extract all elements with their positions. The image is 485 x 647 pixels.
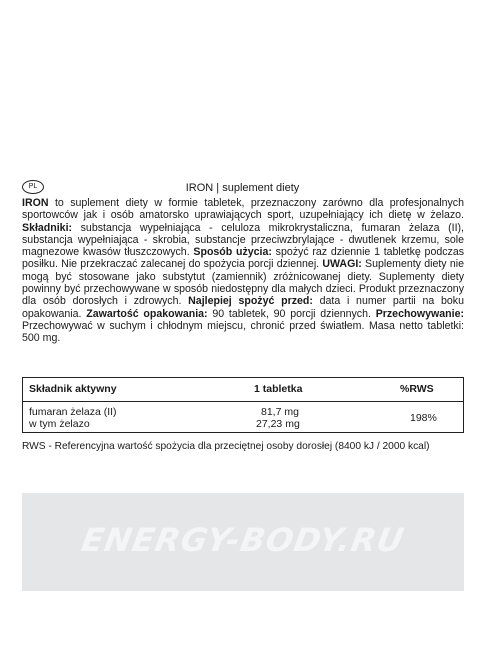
watermark-banner <box>22 493 464 591</box>
storage-label: Przechowywanie: <box>375 307 464 320</box>
best-before-label: Najlepiej spożyć przed: <box>188 295 313 308</box>
header-active-ingredient: Składnik aktywny <box>29 383 117 395</box>
content-label: Zawartość opakowania: <box>86 307 208 320</box>
notes-text: Suplementy diety nie mogą być stosowane jako substytut (zamiennik) zróżnicowanej diety. Suplementy diety powinny być przechowywane w sposób niedostępny dla małych dzieci. Produkt przeznaczony dla osób dorosłych i zdrowych. <box>22 258 464 308</box>
table-header-row <box>23 378 463 402</box>
nutrition-table <box>22 377 464 433</box>
usage-label: Sposób użycia: <box>193 246 272 259</box>
ingredients-label: Składniki: <box>22 221 73 234</box>
header-rws: %RWS <box>400 383 434 395</box>
rws-value: 198% <box>410 412 437 424</box>
product-header: IRON | suplement diety <box>185 182 300 194</box>
table-row-amount: 27,23 mg <box>256 418 300 430</box>
brand-name: IRON <box>22 197 49 209</box>
notes-label: UWAGI: <box>322 258 362 271</box>
table-row-amount: 81,7 mg <box>261 406 299 418</box>
table-row-name: w tym żelazo <box>29 418 90 430</box>
usage-text: spożyć raz dziennie 1 tabletkę podczas posiłku. Nie przekraczać zalecanej do spożycia porcji dziennej. <box>22 246 465 271</box>
content-text: 90 tabletek, 90 porcji dziennych. <box>207 307 376 320</box>
storage-text: Przechowywać w suchym i chłodnym miejscu, chronić przed światłem. Masa netto tabletki: 500 mg. <box>22 319 464 345</box>
watermark-text: ENERGY-BODY.RU <box>78 521 408 559</box>
rws-footnote: RWS - Referencyjna wartość spożycia dla przeciętnej osoby dorosłej (8400 kJ / 2000 kcal) <box>22 441 430 452</box>
product-description <box>22 197 464 345</box>
ingredients-text: substancja wypełniająca - celuloza mikrokrystaliczna, fumaran żelaza (II), substancja wypełniająca - skrobia, substancje przeciwzbrylające - dwutlenek krzemu, sole magnezowe kwasów tłuszczowych. <box>22 221 464 259</box>
language-badge: PL <box>22 180 44 194</box>
intro-text: to suplement diety w formie tabletek, przeznaczony zarówno dla profesjonalnych sportowców jak i osób amatorsko uprawiających sport, uzupełniający ich dietę w żelazo. <box>22 197 464 222</box>
table-row-name: fumaran żelaza (II) <box>29 406 117 418</box>
header-per-tablet: 1 tabletka <box>254 383 303 395</box>
best-before-text: data i numer partii na boku opakowania. <box>22 295 464 320</box>
